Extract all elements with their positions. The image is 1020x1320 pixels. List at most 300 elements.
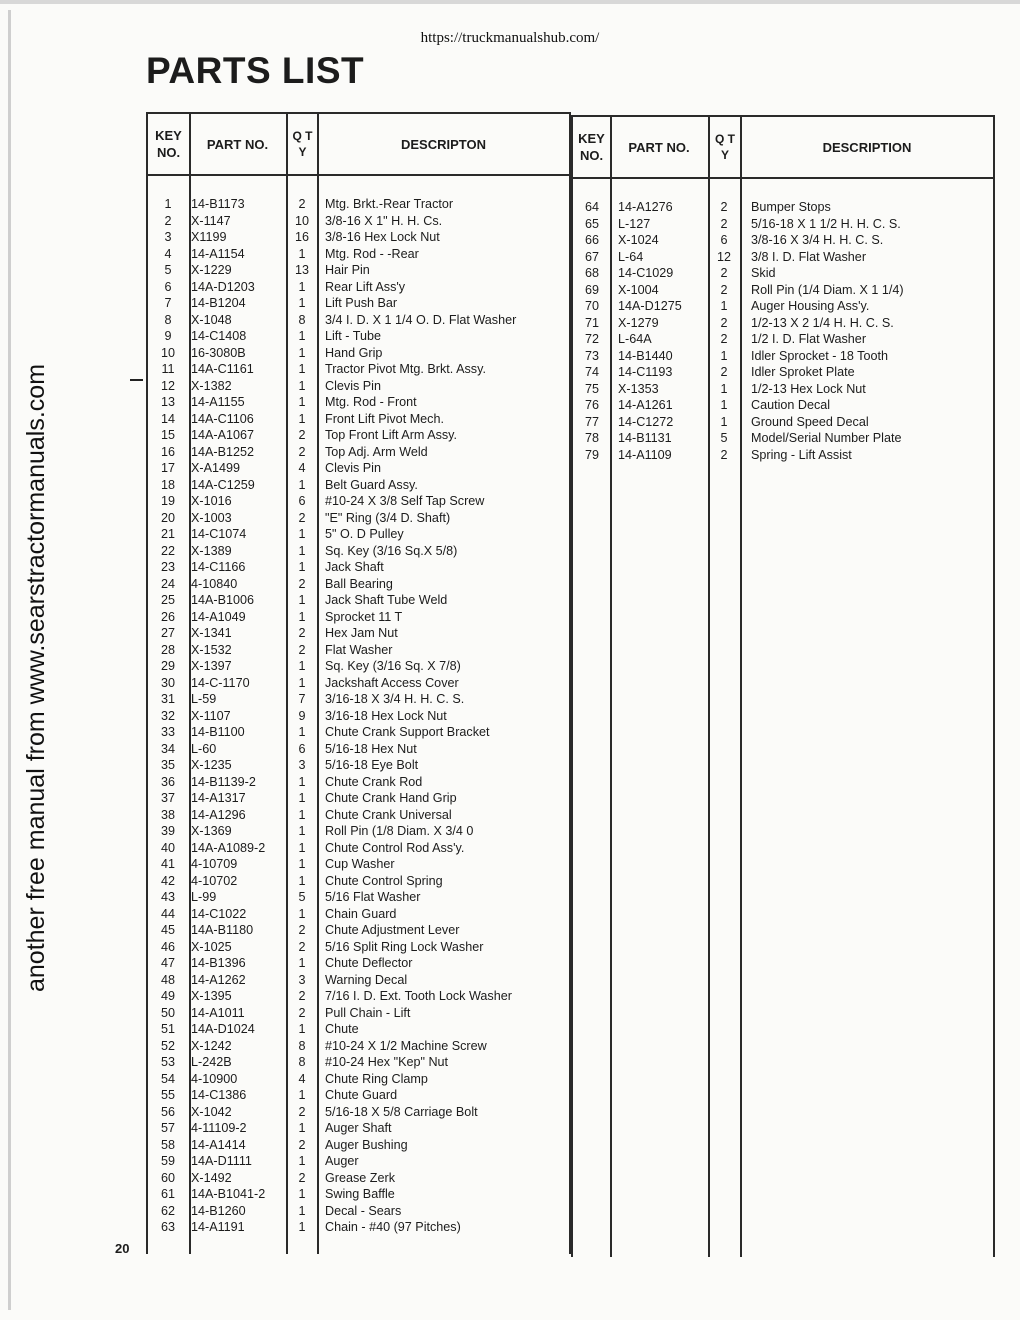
- description-cell: Auger Housing Ass'y.: [751, 299, 870, 313]
- qty-cell: 1: [298, 675, 306, 690]
- description-cell: Mtg. Rod - Front: [325, 395, 417, 409]
- key-no-cell: 24: [160, 576, 175, 591]
- qty-cell: 2: [720, 266, 728, 280]
- table-row: [573, 199, 993, 216]
- qty-cell: 1: [298, 609, 306, 624]
- key-no-cell: 26: [160, 609, 175, 624]
- table-row: [148, 246, 569, 263]
- table-row: [573, 397, 993, 414]
- table-row: [148, 906, 569, 923]
- key-no-cell: 36: [160, 774, 175, 789]
- qty-cell: 4: [298, 1071, 306, 1086]
- table-row: [148, 658, 569, 675]
- part-no-cell: 14-C-1170: [191, 675, 250, 690]
- key-no-cell: 20: [160, 510, 175, 525]
- table-row: [573, 430, 993, 447]
- qty-cell: 1: [298, 1121, 306, 1135]
- part-no-cell: X-1016: [191, 494, 232, 508]
- description-cell: 1/2 I. D. Flat Washer: [751, 332, 867, 346]
- qty-cell: 1: [720, 299, 728, 313]
- key-no-cell: 79: [584, 447, 599, 462]
- description-cell: Swing Baffle: [325, 1187, 395, 1201]
- qty-cell: 2: [298, 197, 306, 211]
- table-row: [148, 196, 569, 213]
- key-no-cell: 1: [164, 197, 172, 211]
- qty-cell: 1: [720, 348, 728, 363]
- description-cell: Chute Crank Universal: [325, 807, 452, 822]
- key-no-cell: 49: [160, 989, 175, 1003]
- qty-cell: 1: [298, 527, 306, 541]
- key-no-cell: 37: [160, 791, 175, 805]
- description-cell: #10-24 X 3/8 Self Tap Screw: [325, 494, 485, 508]
- table-row: [148, 741, 569, 758]
- part-no-cell: X-1279: [618, 315, 659, 330]
- table-header: [148, 114, 569, 176]
- description-cell: Tractor Pivot Mtg. Brkt. Assy.: [325, 362, 486, 376]
- part-no-cell: 14-C1166: [191, 560, 246, 574]
- table-row: [148, 559, 569, 576]
- description-cell: Spring - Lift Assist: [751, 447, 852, 462]
- description-cell: Chute Adjustment Lever: [325, 923, 460, 937]
- key-no-cell: 33: [160, 725, 175, 739]
- description-cell: 5/16-18 Eye Bolt: [325, 758, 419, 772]
- qty-cell: 1: [298, 659, 306, 673]
- part-no-cell: 14-B1204: [191, 296, 246, 310]
- part-no-cell: X-1242: [191, 1038, 232, 1053]
- part-no-cell: 14-B1131: [618, 431, 672, 445]
- key-no-cell: 38: [160, 807, 175, 822]
- key-no-cell: 70: [584, 299, 599, 313]
- key-no-cell: 78: [584, 431, 599, 445]
- description-cell: Lift Push Bar: [325, 296, 398, 310]
- part-no-cell: 4-10840: [191, 576, 238, 591]
- qty-cell: 7: [298, 692, 306, 706]
- header-description: DESCRIPTION: [822, 139, 912, 155]
- key-no-cell: 54: [160, 1071, 175, 1086]
- qty-cell: 1: [298, 857, 306, 871]
- part-no-cell: 14-B1260: [191, 1203, 246, 1218]
- key-no-cell: 73: [584, 348, 599, 363]
- description-cell: 3/8-16 X 3/4 H. H. C. S.: [751, 233, 884, 247]
- table-row: [148, 328, 569, 345]
- qty-cell: 1: [298, 560, 306, 574]
- qty-cell: 12: [716, 249, 731, 264]
- key-no-cell: 16: [160, 444, 175, 459]
- key-no-cell: 46: [160, 939, 175, 954]
- part-no-cell: 14-A1296: [191, 807, 246, 822]
- key-no-cell: 75: [584, 381, 599, 396]
- key-no-cell: 8: [164, 312, 172, 327]
- qty-cell: 1: [298, 345, 306, 360]
- description-cell: Chain Guard: [325, 906, 397, 921]
- qty-cell: 16: [294, 230, 309, 244]
- header-part-no: PART NO.: [206, 136, 269, 152]
- qty-cell: 1: [298, 1154, 306, 1168]
- table-row: [148, 394, 569, 411]
- description-cell: Warning Decal: [325, 972, 408, 987]
- description-cell: Clevis Pin: [325, 461, 381, 475]
- header-part-no: PART NO.: [628, 139, 690, 155]
- part-no-cell: X-A1499: [191, 461, 241, 475]
- key-no-cell: 32: [160, 708, 175, 723]
- table-row: [148, 889, 569, 906]
- table-row: [148, 411, 569, 428]
- description-cell: Rear Lift Ass'y: [325, 279, 406, 294]
- description-cell: Mtg. Rod - -Rear: [325, 246, 419, 261]
- table-row: [148, 840, 569, 857]
- table-row: [148, 1120, 569, 1137]
- table-row: [148, 576, 569, 593]
- key-no-cell: 62: [160, 1203, 175, 1218]
- part-no-cell: 14-A1262: [191, 972, 246, 987]
- key-no-cell: 74: [584, 365, 599, 379]
- table-row: [573, 298, 993, 315]
- table-row: [148, 1219, 569, 1236]
- table-row: [148, 477, 569, 494]
- qty-cell: 2: [720, 282, 728, 297]
- description-cell: Jackshaft Access Cover: [325, 675, 459, 690]
- part-no-cell: 14-C1408: [191, 329, 247, 343]
- key-no-cell: 31: [160, 692, 175, 706]
- qty-cell: 3: [298, 972, 306, 987]
- table-row: [148, 972, 569, 989]
- table-row: [148, 427, 569, 444]
- qty-cell: 1: [298, 279, 306, 294]
- qty-cell: 6: [298, 494, 306, 508]
- table-row: [148, 1203, 569, 1220]
- table-row: [148, 724, 569, 741]
- table-row: [148, 1170, 569, 1187]
- qty-cell: 1: [298, 1187, 306, 1201]
- part-no-cell: 14-C1386: [191, 1088, 247, 1102]
- qty-cell: 2: [298, 939, 306, 954]
- key-no-cell: 61: [160, 1187, 175, 1201]
- qty-cell: 1: [298, 593, 306, 607]
- description-cell: #10-24 Hex "Kep" Nut: [325, 1055, 449, 1069]
- part-no-cell: 14-A1261: [618, 398, 673, 412]
- qty-cell: 1: [720, 381, 728, 396]
- table-row: [573, 315, 993, 332]
- key-no-cell: 27: [160, 626, 175, 640]
- table-row: [148, 988, 569, 1005]
- qty-cell: 2: [720, 365, 728, 379]
- table-row: [148, 1137, 569, 1154]
- description-cell: Idler Sprocket - 18 Tooth: [751, 348, 888, 363]
- part-no-cell: L-99: [191, 890, 217, 904]
- part-no-cell: X1199: [191, 230, 227, 244]
- description-cell: Hex Jam Nut: [325, 626, 398, 640]
- description-cell: Flat Washer: [325, 642, 393, 657]
- key-no-cell: 65: [584, 216, 599, 231]
- key-no-cell: 76: [584, 398, 599, 412]
- header-key-no: KEY NO.: [155, 128, 182, 160]
- part-no-cell: 14-A1276: [618, 200, 673, 214]
- part-no-cell: X-1397: [191, 659, 232, 673]
- key-no-cell: 34: [160, 741, 175, 756]
- table-row: [148, 790, 569, 807]
- key-no-cell: 10: [160, 345, 175, 360]
- description-cell: 3/16-18 X 3/4 H. H. C. S.: [325, 692, 465, 706]
- source-url[interactable]: https://truckmanualshub.com/: [420, 30, 600, 46]
- page-number: 20: [115, 1241, 130, 1256]
- description-cell: Auger Shaft: [325, 1121, 392, 1135]
- table-row: [148, 807, 569, 824]
- part-no-cell: 14A-C1106: [191, 411, 254, 426]
- qty-cell: 2: [298, 1005, 306, 1020]
- qty-cell: 13: [294, 263, 309, 277]
- description-cell: 5/16-18 X 5/8 Carriage Bolt: [325, 1104, 478, 1119]
- qty-cell: 2: [298, 1104, 306, 1119]
- key-no-cell: 67: [584, 249, 599, 264]
- key-no-cell: 59: [160, 1154, 175, 1168]
- description-cell: Chute: [325, 1022, 359, 1036]
- part-no-cell: X-1389: [191, 543, 232, 558]
- qty-cell: 1: [298, 411, 306, 426]
- parts-table-left: [146, 112, 571, 1254]
- description-cell: Decal - Sears: [325, 1203, 402, 1218]
- description-cell: Bumper Stops: [751, 200, 831, 214]
- key-no-cell: 63: [160, 1220, 175, 1234]
- part-no-cell: 14-A1155: [191, 395, 245, 409]
- part-no-cell: 14-B1173: [191, 197, 245, 211]
- table-header: [573, 117, 993, 179]
- table-row: [148, 295, 569, 312]
- key-no-cell: 6: [164, 279, 172, 294]
- key-no-cell: 29: [160, 659, 175, 673]
- table-row: [148, 625, 569, 642]
- qty-cell: 2: [298, 989, 306, 1003]
- key-no-cell: 72: [584, 332, 599, 346]
- description-cell: Pull Chain - Lift: [325, 1005, 411, 1020]
- key-no-cell: 43: [160, 890, 175, 904]
- description-cell: Belt Guard Assy.: [325, 477, 418, 492]
- scan-edge-left: [8, 10, 11, 1310]
- qty-cell: 2: [298, 1170, 306, 1185]
- table-row: [148, 856, 569, 873]
- qty-cell: 1: [298, 1203, 306, 1218]
- description-cell: Top Front Lift Arm Assy.: [325, 428, 458, 442]
- qty-cell: 1: [298, 807, 306, 822]
- part-no-cell: 14-A1109: [618, 447, 672, 462]
- qty-cell: 2: [298, 510, 306, 525]
- part-no-cell: X-1353: [618, 381, 659, 396]
- table-row: [148, 1071, 569, 1088]
- qty-cell: 1: [298, 774, 306, 789]
- key-no-cell: 11: [161, 362, 175, 376]
- qty-cell: 2: [720, 315, 728, 330]
- qty-cell: 1: [298, 1088, 306, 1102]
- qty-cell: 1: [298, 873, 306, 888]
- description-cell: Grease Zerk: [325, 1170, 395, 1185]
- description-cell: Chute Control Rod Ass'y.: [325, 840, 465, 855]
- table-row: [148, 229, 569, 246]
- key-no-cell: 42: [160, 873, 175, 888]
- description-cell: Mtg. Brkt.-Rear Tractor: [325, 197, 454, 211]
- table-row: [148, 939, 569, 956]
- key-no-cell: 25: [160, 593, 175, 607]
- description-cell: 1/2-13 X 2 1/4 H. H. C. S.: [751, 315, 894, 330]
- key-no-cell: 18: [160, 477, 175, 492]
- part-no-cell: X-1003: [191, 510, 232, 525]
- qty-cell: 2: [298, 923, 306, 937]
- qty-cell: 2: [720, 216, 728, 231]
- part-no-cell: 14-C1193: [618, 365, 673, 379]
- table-row: [148, 955, 569, 972]
- description-cell: Chain - #40 (97 Pitches): [325, 1220, 461, 1234]
- part-no-cell: 4-10702: [191, 873, 238, 888]
- key-no-cell: 71: [584, 315, 599, 330]
- qty-cell: 1: [298, 378, 306, 393]
- description-cell: 3/8-16 X 1" H. H. Cs.: [325, 213, 443, 228]
- part-no-cell: X-1024: [618, 233, 659, 247]
- qty-cell: 1: [298, 477, 306, 492]
- description-cell: 3/4 I. D. X 1 1/4 O. D. Flat Washer: [325, 312, 517, 327]
- key-no-cell: 77: [584, 414, 599, 429]
- part-no-cell: X-1395: [191, 989, 232, 1003]
- key-no-cell: 15: [160, 428, 175, 442]
- part-no-cell: 14-C1074: [191, 527, 247, 541]
- description-cell: Chute Crank Rod: [325, 774, 423, 789]
- qty-cell: 8: [298, 1038, 306, 1053]
- table-row: [148, 378, 569, 395]
- key-no-cell: 47: [160, 956, 175, 970]
- header-description: DESCRIPTON: [401, 136, 486, 152]
- part-no-cell: 14-A1414: [191, 1137, 246, 1152]
- table-row: [573, 249, 993, 266]
- part-no-cell: X-1235: [191, 758, 232, 772]
- description-cell: Skid: [751, 266, 776, 280]
- part-no-cell: 14A-D1275: [618, 299, 682, 313]
- qty-cell: 2: [298, 626, 306, 640]
- qty-cell: 8: [298, 1055, 306, 1069]
- key-no-cell: 57: [160, 1121, 175, 1135]
- key-no-cell: 5: [164, 263, 172, 277]
- part-no-cell: 4-11109-2: [191, 1121, 247, 1135]
- qty-cell: 2: [720, 447, 728, 462]
- header-qty: Q T Y: [292, 129, 313, 159]
- table-body: [148, 196, 569, 1236]
- table-row: [148, 1054, 569, 1071]
- description-cell: Front Lift Pivot Mech.: [325, 411, 444, 426]
- table-row: [148, 609, 569, 626]
- table-row: [148, 444, 569, 461]
- part-no-cell: X-1107: [191, 708, 231, 723]
- table-row: [148, 526, 569, 543]
- description-cell: Auger: [325, 1154, 359, 1168]
- table-row: [148, 708, 569, 725]
- key-no-cell: 3: [164, 230, 172, 244]
- table-row: [148, 675, 569, 692]
- part-no-cell: 14-C1272: [618, 414, 674, 429]
- table-row: [573, 282, 993, 299]
- description-cell: Sq. Key (3/16 Sq. X 7/8): [325, 659, 461, 673]
- table-body: [573, 199, 993, 463]
- description-cell: Chute Deflector: [325, 956, 413, 970]
- qty-cell: 6: [720, 233, 728, 247]
- key-no-cell: 7: [164, 296, 172, 310]
- key-no-cell: 66: [584, 233, 599, 247]
- part-no-cell: 14A-B1180: [191, 923, 254, 937]
- description-cell: Jack Shaft Tube Weld: [325, 593, 448, 607]
- description-cell: Ball Bearing: [325, 576, 393, 591]
- part-no-cell: L-60: [191, 741, 217, 756]
- parts-table-right: [571, 115, 995, 1257]
- page-title: PARTS LIST: [146, 50, 365, 91]
- key-no-cell: 52: [160, 1038, 175, 1053]
- part-no-cell: 14A-D1024: [191, 1022, 255, 1036]
- key-no-cell: 64: [584, 200, 599, 214]
- table-row: [148, 757, 569, 774]
- key-no-cell: 48: [160, 972, 175, 987]
- qty-cell: 2: [720, 200, 728, 214]
- table-row: [573, 414, 993, 431]
- qty-cell: 3: [298, 758, 306, 772]
- qty-cell: 1: [298, 395, 306, 409]
- margin-mark: [130, 379, 143, 381]
- part-no-cell: X-1004: [618, 282, 659, 297]
- description-cell: Cup Washer: [325, 857, 395, 871]
- table-row: [573, 232, 993, 249]
- description-cell: Chute Crank Support Bracket: [325, 725, 490, 739]
- table-row: [148, 922, 569, 939]
- table-row: [148, 823, 569, 840]
- part-no-cell: X-1369: [191, 824, 232, 838]
- qty-cell: 1: [298, 1220, 306, 1234]
- description-cell: Chute Crank Hand Grip: [325, 791, 457, 805]
- key-no-cell: 19: [160, 494, 175, 508]
- qty-cell: 1: [298, 246, 306, 261]
- table-row: [148, 1186, 569, 1203]
- part-no-cell: X-1382: [191, 378, 232, 393]
- table-row: [148, 642, 569, 659]
- qty-cell: 1: [298, 824, 306, 838]
- part-no-cell: 14-A1154: [191, 246, 245, 261]
- table-row: [573, 331, 993, 348]
- table-row: [148, 1005, 569, 1022]
- table-row: [148, 1087, 569, 1104]
- description-cell: Ground Speed Decal: [751, 414, 869, 429]
- description-cell: Roll Pin (1/4 Diam. X 1 1/4): [751, 282, 904, 297]
- qty-cell: 10: [294, 213, 309, 228]
- key-no-cell: 35: [160, 758, 175, 772]
- part-no-cell: 16-3080B: [191, 345, 246, 360]
- table-row: [148, 1153, 569, 1170]
- part-no-cell: 14A-D1111: [191, 1154, 252, 1168]
- part-no-cell: X-1229: [191, 263, 232, 277]
- description-cell: "E" Ring (3/4 D. Shaft): [325, 510, 451, 525]
- part-no-cell: L-64A: [618, 332, 652, 346]
- table-row: [148, 213, 569, 230]
- table-row: [148, 691, 569, 708]
- key-no-cell: 58: [160, 1137, 175, 1152]
- table-row: [148, 493, 569, 510]
- part-no-cell: 14-A1317: [191, 791, 246, 805]
- table-row: [573, 265, 993, 282]
- table-row: [148, 1021, 569, 1038]
- key-no-cell: 50: [160, 1005, 175, 1020]
- table-row: [148, 873, 569, 890]
- key-no-cell: 69: [584, 282, 599, 297]
- part-no-cell: 14-B1440: [618, 348, 673, 363]
- key-no-cell: 60: [160, 1170, 175, 1185]
- key-no-cell: 2: [164, 213, 172, 228]
- part-no-cell: 14-B1396: [191, 956, 246, 970]
- qty-cell: 1: [298, 791, 306, 805]
- key-no-cell: 9: [164, 329, 172, 343]
- key-no-cell: 14: [160, 411, 175, 426]
- description-cell: Chute Guard: [325, 1088, 398, 1102]
- key-no-cell: 56: [160, 1104, 175, 1119]
